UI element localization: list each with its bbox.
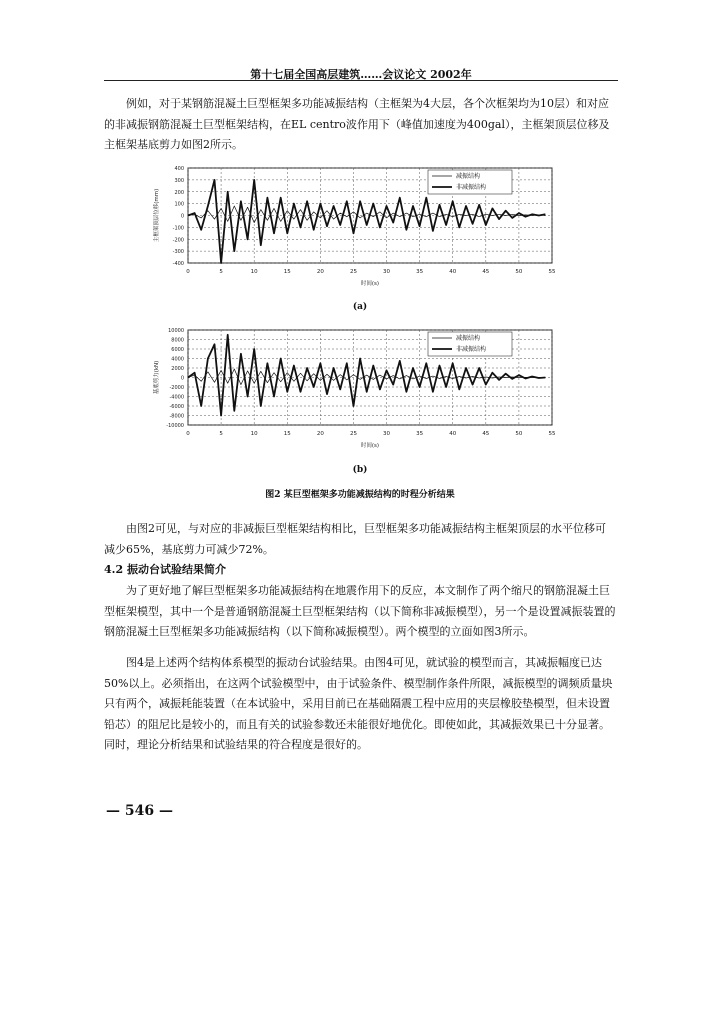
x-tick-label: 30 [383,269,391,275]
y-tick-label: 6000 [171,347,184,353]
x-tick-label: 5 [219,269,223,275]
x-tick-label: 50 [515,269,523,275]
page-number: — 546 — [106,803,173,819]
paragraph-4: 图4是上述两个结构体系模型的振动台试验结果。由图4可见，就试验的模型而言，其减振幅度已达50%以上。必须指出，在这两个试验模型中，由于试验条件、模型制作条件所限，减振模型的调频质量块只有两个，减振耗能装置（在本试验中，采用目前已在基础隔震工程中应用的夹层橡胶垫模型，但未设置铅芯）的阻尼比是较小的，而且有关的试验参数还未能很好地优化。即使如此，其减振效果已十分显著。同时，理论分析结果和试验结果的符合程度是很好的。 [104,656,613,751]
figure-caption: 图2 某巨型框架多功能减振结构的时程分析结果 [265,490,455,500]
legend-label: 非减振结构 [456,184,487,191]
y-tick-label: 100 [174,201,184,208]
x-tick-label: 45 [482,269,490,275]
y-tick-label: -10000 [166,423,184,429]
chart-b [0,322,722,452]
x-tick-label: 10 [250,269,258,275]
y-axis-label: 主框架顶层位移(mm) [154,188,160,243]
x-tick-label: 45 [482,431,490,437]
chart-a [0,160,722,290]
y-tick-label: -2000 [169,385,184,391]
x-tick-label: 50 [515,431,523,437]
x-tick-label: 25 [349,431,357,437]
chart-a-label: (a) [352,302,368,312]
legend-label: 减振结构 [456,335,481,342]
y-tick-label: 400 [174,166,184,172]
y-tick-label: 200 [174,189,184,196]
x-tick-label: 35 [416,431,424,437]
y-tick-label: 0 [180,375,184,382]
x-tick-label: 0 [186,431,190,437]
x-axis-label: 时间(s) [360,281,380,287]
y-tick-label: -8000 [169,413,184,420]
y-tick-label: -6000 [169,404,184,410]
x-tick-label: 20 [316,269,324,275]
y-axis-label: 基底剪力(kN) [154,360,160,395]
x-tick-label: 55 [548,269,556,275]
paragraph-3: 为了更好地了解巨型框架多功能减振结构在地震作用下的反应，本文制作了两个缩尺的钢筋混凝土巨型框架模型，其中一个是普通钢筋混凝土巨型框架结构（以下简称非减振模型），另一个是设置减振装置的钢筋混凝土巨型框架多功能减振结构（以下简称减振模型）。两个模型的立面如图3所示。 [104,584,616,638]
x-tick-label: 35 [416,269,424,275]
x-tick-label: 5 [219,431,223,437]
running-header: 第十七届全国高层建筑……会议论文 2002年 [250,68,472,81]
x-tick-label: 10 [250,431,258,437]
x-tick-label: 15 [283,269,291,275]
y-tick-label: -300 [172,249,184,256]
y-tick-label: 8000 [171,337,184,344]
x-tick-label: 25 [349,269,357,275]
y-tick-label: 0 [180,213,184,220]
x-tick-label: 0 [186,269,190,275]
x-tick-label: 15 [283,431,291,437]
x-tick-label: 30 [383,431,391,437]
header-rule [104,80,618,81]
y-tick-label: 300 [174,177,184,184]
y-tick-label: 2000 [171,366,184,372]
section-heading: 4.2 振动台试验结果简介 [104,563,226,576]
y-tick-label: 4000 [171,356,184,363]
y-tick-label: -400 [172,261,184,267]
legend-label: 非减振结构 [456,346,487,353]
x-axis-label: 时间(s) [360,443,380,449]
series-line-damped [188,369,545,385]
x-tick-label: 20 [316,431,324,437]
paragraph-1: 例如，对于某钢筋混凝土巨型框架多功能减振结构（主框架为4大层，各个次框架均为10层）和对应的非减振钢筋混凝土巨型框架结构，在EL centro波作用下（峰值加速度为400gal），主框架顶层位移及主框架基底剪力如图2所示。 [104,97,610,151]
x-tick-label: 40 [449,431,457,437]
y-tick-label: 10000 [168,328,184,334]
x-tick-label: 55 [548,431,556,437]
y-tick-label: -200 [172,237,184,244]
x-tick-label: 40 [449,269,457,275]
y-tick-label: -4000 [169,394,184,401]
paragraph-2: 由图2可见，与对应的非减振巨型框架结构相比，巨型框架多功能减振结构主框架顶层的水平位移可减少65%，基底剪力可减少72%。 [104,522,606,556]
chart-b-label: (b) [352,465,368,475]
legend-label: 减振结构 [456,173,481,180]
y-tick-label: -100 [172,225,184,232]
